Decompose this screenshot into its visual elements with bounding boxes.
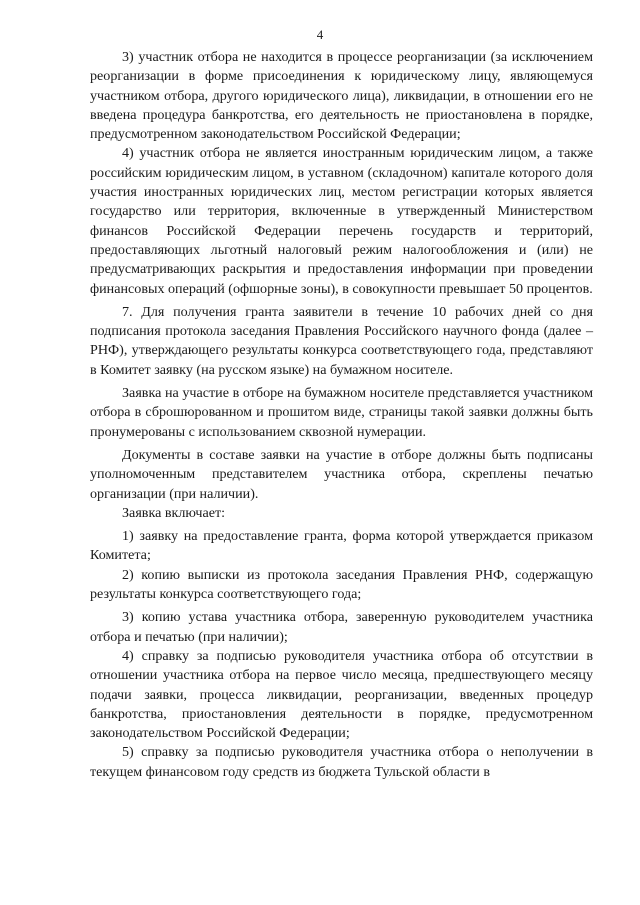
page-number: 4: [316, 27, 324, 42]
paragraph-item-4: 4) участник отбора не является иностранным юридическим лицом, а также российским юридическим лицом, в уставном (складочном) капитале которого доля участия иностранных юридических лиц, местом регистрации которых является государство или территория, включенные в утвержденный Министерством финансов Российской Федерации перечень государств и территорий, предоставляющих льготный налоговый режим налогообложения и (или) не предусматривающих раскрытия и предоставления информации при проведении финансовых операций (офшорные зоны), в совокупности превышает 50 процентов.: [90, 145, 593, 297]
paragraph-application-format: Заявка на участие в отборе на бумажном носителе представляется участником отбора в сброшюрованном и прошитом виде, страницы такой заявки должны быть пронумерованы с использованием сквозной нумерации.: [90, 385, 593, 440]
list-item-1: 1) заявку на предоставление гранта, форма которой утверждается приказом Комитета;: [90, 528, 593, 564]
list-item-5: 5) справку за подписью руководителя участника отбора о неполучении в текущем финансовом году средств из бюджета Тульской области в: [90, 744, 593, 780]
document-body: [90, 48, 593, 782]
paragraph-application-includes: Заявка включает:: [122, 504, 226, 521]
list-item-2: 2) копию выписки из протокола заседания Правления РНФ, содержащую результаты конкурса соответствующего года;: [90, 566, 593, 603]
paragraph-item-3: 3) участник отбора не находится в процессе реорганизации (за исключением реорганизации в форме присоединения к юридическому лицу, являющемуся участником отбора, другого юридического лица), ликвидации, в отношении его не введена процедура банкротства, его деятельность не приостановлена в порядке, предусмотренном законодательством Российской Федерации;: [90, 49, 593, 143]
list-item-3: 3) копию устава участника отбора, заверенную руководителем участника отбора и печатью (при наличии);: [90, 609, 593, 645]
paragraph-application-signature: Документы в составе заявки на участие в отборе должны быть подписаны уполномоченным представителем участника отбора, скреплены печатью организации (при наличии).: [90, 446, 593, 502]
list-item-4: 4) справку за подписью руководителя участника отбора об отсутствии в отношении участника отбора на первое число месяца, предшествующего месяцу подачи заявки, процесса ликвидации, реорганизации, введенных процедур банкротства, приостановления деятельности в порядке, предусмотренном законодательством Российской Федерации;: [90, 647, 593, 742]
paragraph-section-7: 7. Для получения гранта заявители в течение 10 рабочих дней со дня подписания протокола заседания Правления Российского научного фонда (далее – РНФ), утверждающего результаты конкурса соответствующего года, представляют в Комитет заявку (на русском языке) на бумажном носителе.: [90, 303, 593, 378]
